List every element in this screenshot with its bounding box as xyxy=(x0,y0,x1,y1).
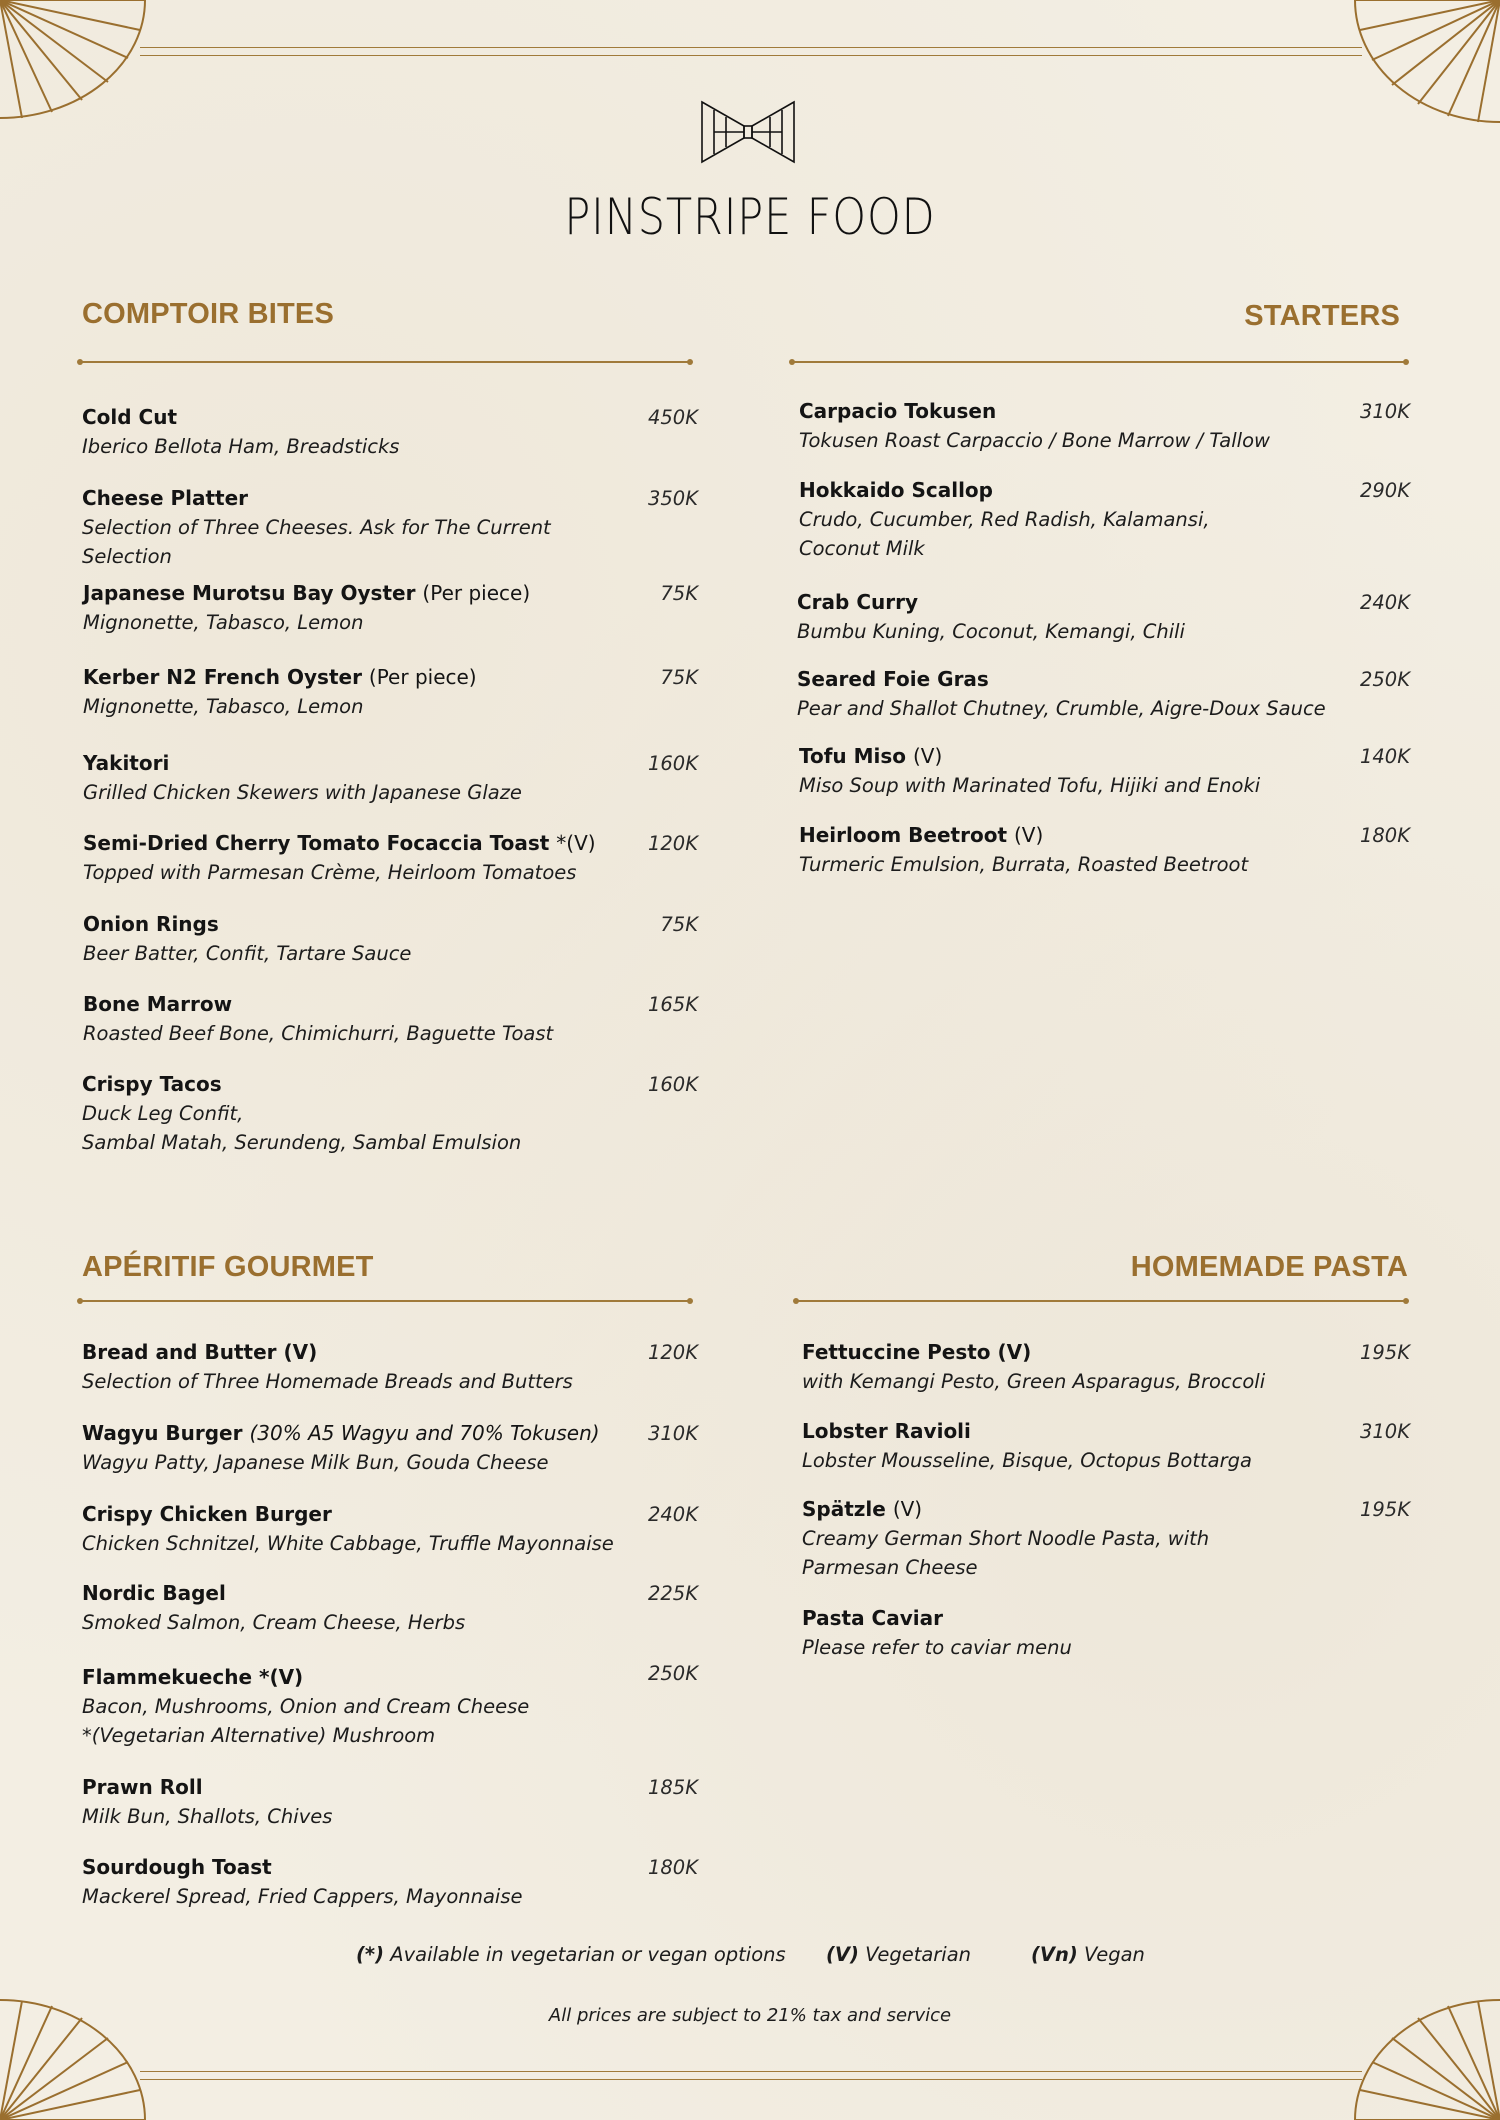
item-price: 195K xyxy=(1359,1341,1410,1364)
item-name: Crab Curry xyxy=(797,590,918,614)
item-description: Duck Leg Confit, Sambal Matah, Serundeng, Sambal Emulsion xyxy=(82,1102,522,1154)
legend-vegetarian-options: (*) Available in vegetarian or vegan options xyxy=(356,1943,786,1966)
item-price: 165K xyxy=(647,993,698,1016)
corner-fan-top-left xyxy=(0,0,150,130)
item-price: 310K xyxy=(647,1422,698,1445)
item-price: 250K xyxy=(1359,668,1410,691)
item-price: 250K xyxy=(647,1662,698,1685)
item-price: 120K xyxy=(647,1341,698,1364)
section-rule-starters xyxy=(792,361,1406,363)
item-name: Cold Cut xyxy=(82,405,178,429)
menu-item xyxy=(797,664,1457,723)
menu-item xyxy=(83,578,683,637)
corner-fan-top-right xyxy=(1350,0,1500,130)
menu-item xyxy=(802,1337,1422,1396)
item-description: Mackerel Spread, Fried Cappers, Mayonnaise xyxy=(82,1885,523,1908)
item-price: 180K xyxy=(1359,824,1410,847)
item-price: 350K xyxy=(647,487,698,510)
item-name: Spätzle (V) xyxy=(802,1497,923,1521)
item-description: Roasted Beef Bone, Chimichurri, Baguette Toast xyxy=(83,1022,554,1045)
section-rule-aperitif xyxy=(80,1300,690,1302)
top-rule-2 xyxy=(140,55,1362,56)
item-description: Bacon, Mushrooms, Onion and Cream Cheese *(Vegetarian Alternative) Mushroom xyxy=(82,1695,530,1747)
menu-item xyxy=(83,989,683,1048)
menu-item xyxy=(82,1418,702,1477)
item-name: Flammekueche *(V) xyxy=(82,1665,304,1689)
menu-item xyxy=(83,828,703,887)
menu-item xyxy=(799,741,1439,800)
item-name: Bone Marrow xyxy=(83,992,233,1016)
item-description: Miso Soup with Marinated Tofu, Hijiki and Enoki xyxy=(799,774,1261,797)
item-description: Lobster Mousseline, Bisque, Octopus Bottarga xyxy=(802,1449,1252,1472)
item-name: Seared Foie Gras xyxy=(797,667,989,691)
menu-item xyxy=(82,1578,702,1637)
item-price: 195K xyxy=(1359,1498,1410,1521)
item-description: Wagyu Patty, Japanese Milk Bun, Gouda Cheese xyxy=(82,1451,549,1474)
item-name: Yakitori xyxy=(83,751,170,775)
item-price: 240K xyxy=(1359,591,1410,614)
item-name: Fettuccine Pesto (V) xyxy=(802,1340,1032,1364)
item-name: Wagyu Burger (30% A5 Wagyu and 70% Tokusen) xyxy=(82,1421,600,1445)
menu-item xyxy=(799,475,1439,563)
menu-item xyxy=(797,587,1437,646)
item-price: 310K xyxy=(1359,400,1410,423)
item-price: 140K xyxy=(1359,745,1410,768)
legend-vegetarian: (V) Vegetarian xyxy=(826,1943,972,1966)
item-price: 310K xyxy=(1359,1420,1410,1443)
item-price: 225K xyxy=(647,1582,698,1605)
item-name: Cheese Platter xyxy=(82,486,249,510)
item-description: Iberico Bellota Ham, Breadsticks xyxy=(82,435,400,458)
item-name: Sourdough Toast xyxy=(82,1855,272,1879)
menu-item xyxy=(82,1337,702,1396)
menu-item xyxy=(82,402,682,461)
top-rule xyxy=(140,47,1362,48)
menu-item xyxy=(799,396,1439,455)
item-description: Pear and Shallot Chutney, Crumble, Aigre-Doux Sauce xyxy=(797,697,1326,720)
brand-title: PINSTRIPE FOOD xyxy=(564,188,936,246)
item-description: Milk Bun, Shallots, Chives xyxy=(82,1805,333,1828)
item-description: Grilled Chicken Skewers with Japanese Glaze xyxy=(83,781,522,804)
menu-item xyxy=(802,1494,1422,1582)
item-description: with Kemangi Pesto, Green Asparagus, Broccoli xyxy=(802,1370,1266,1393)
menu-item xyxy=(82,1069,682,1157)
item-description: Selection of Three Homemade Breads and Butters xyxy=(82,1370,573,1393)
item-name: Heirloom Beetroot (V) xyxy=(799,823,1044,847)
item-price: 185K xyxy=(647,1776,698,1799)
section-rule-comptoir xyxy=(80,361,690,363)
menu-item xyxy=(82,1499,722,1558)
item-description: Creamy German Short Noodle Pasta, with Parmesan Cheese xyxy=(802,1527,1210,1579)
item-description: Please refer to caviar menu xyxy=(802,1636,1072,1659)
menu-item xyxy=(82,1662,702,1750)
tax-note: All prices are subject to 21% tax and service xyxy=(548,2005,952,2026)
item-name: Crispy Tacos xyxy=(82,1072,222,1096)
menu-item xyxy=(802,1416,1422,1475)
item-name: Hokkaido Scallop xyxy=(799,478,993,502)
menu-item xyxy=(83,748,683,807)
item-description: Mignonette, Tabasco, Lemon xyxy=(83,611,364,634)
item-price: 75K xyxy=(660,913,698,936)
item-name: Nordic Bagel xyxy=(82,1581,226,1605)
section-rule-pasta xyxy=(796,1300,1406,1302)
bowtie-logo-icon xyxy=(700,100,796,164)
item-name: Lobster Ravioli xyxy=(802,1419,971,1443)
item-name: Japanese Murotsu Bay Oyster (Per piece) xyxy=(83,581,531,605)
item-price: 180K xyxy=(647,1856,698,1879)
item-price: 160K xyxy=(647,1073,698,1096)
menu-item xyxy=(799,820,1439,879)
item-price: 75K xyxy=(660,582,698,605)
item-price: 75K xyxy=(660,666,698,689)
item-description: Topped with Parmesan Crème, Heirloom Tomatoes xyxy=(83,861,577,884)
item-name: Tofu Miso (V) xyxy=(799,744,943,768)
item-name: Semi-Dried Cherry Tomato Focaccia Toast *(V) xyxy=(83,831,596,855)
item-price: 290K xyxy=(1359,479,1410,502)
item-price: 450K xyxy=(647,406,698,429)
item-name: Prawn Roll xyxy=(82,1775,203,1799)
section-title-aperitif: APÉRITIF GOURMET xyxy=(82,1251,374,1283)
item-description: Crudo, Cucumber, Red Radish, Kalamansi, Coconut Milk xyxy=(799,508,1210,560)
menu-item xyxy=(82,1852,702,1911)
item-description: Chicken Schnitzel, White Cabbage, Truffle Mayonnaise xyxy=(82,1532,614,1555)
item-description: Turmeric Emulsion, Burrata, Roasted Beetroot xyxy=(799,853,1249,876)
menu-item xyxy=(802,1603,1422,1662)
menu-item xyxy=(83,662,683,721)
section-title-comptoir: COMPTOIR BITES xyxy=(82,298,335,330)
section-title-pasta: HOMEMADE PASTA xyxy=(1130,1251,1408,1283)
section-title-starters: STARTERS xyxy=(1244,300,1400,332)
item-name: Pasta Caviar xyxy=(802,1606,943,1630)
item-price: 240K xyxy=(647,1503,698,1526)
item-description: Smoked Salmon, Cream Cheese, Herbs xyxy=(82,1611,466,1634)
item-name: Kerber N2 French Oyster (Per piece) xyxy=(83,665,477,689)
item-name: Crispy Chicken Burger xyxy=(82,1502,332,1526)
item-name: Carpacio Tokusen xyxy=(799,399,997,423)
item-description: Mignonette, Tabasco, Lemon xyxy=(83,695,364,718)
item-name: Bread and Butter (V) xyxy=(82,1340,318,1364)
item-description: Tokusen Roast Carpaccio / Bone Marrow / Tallow xyxy=(799,429,1270,452)
menu-item xyxy=(82,483,682,571)
menu-item xyxy=(82,1772,702,1831)
bottom-rule-2 xyxy=(140,2079,1362,2080)
menu-item xyxy=(83,909,683,968)
item-description: Beer Batter, Confit, Tartare Sauce xyxy=(83,942,412,965)
item-price: 120K xyxy=(647,832,698,855)
item-name: Onion Rings xyxy=(83,912,219,936)
item-price: 160K xyxy=(647,752,698,775)
legend-vegan: (Vn) Vegan xyxy=(1031,1943,1145,1966)
item-description: Selection of Three Cheeses. Ask for The Current Selection xyxy=(82,516,551,568)
bottom-rule xyxy=(140,2071,1362,2072)
item-description: Bumbu Kuning, Coconut, Kemangi, Chili xyxy=(797,620,1185,643)
